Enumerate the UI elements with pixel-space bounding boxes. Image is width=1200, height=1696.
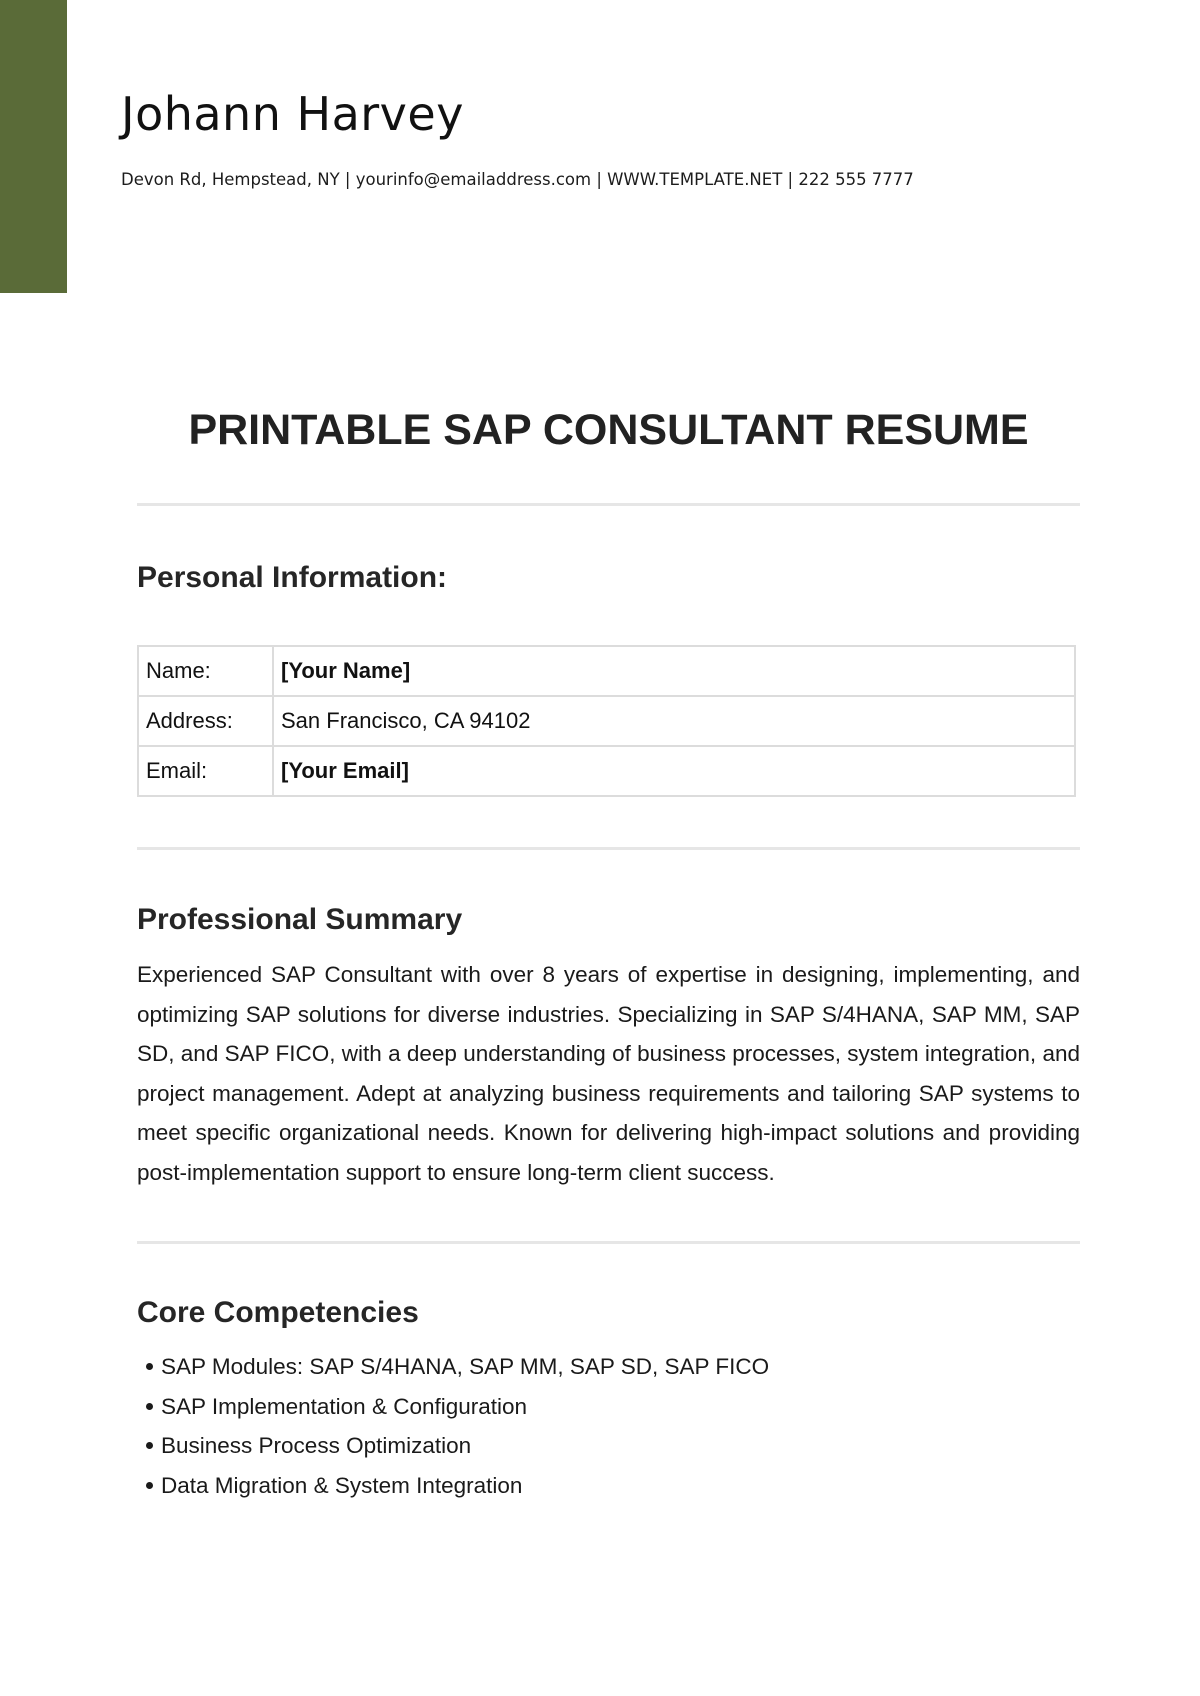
professional-summary-section bbox=[137, 900, 1080, 1192]
name-label: Name: bbox=[138, 646, 273, 696]
email-label: Email: bbox=[138, 746, 273, 796]
section-divider bbox=[137, 1241, 1080, 1244]
bullet-icon bbox=[146, 1442, 153, 1449]
bullet-icon bbox=[146, 1403, 153, 1410]
list-item: SAP Implementation & Configuration bbox=[137, 1387, 1080, 1427]
list-item: Data Migration & System Integration bbox=[137, 1466, 1080, 1506]
address-value: San Francisco, CA 94102 bbox=[273, 696, 1075, 746]
personal-information-table bbox=[137, 645, 1076, 797]
list-item: Business Process Optimization bbox=[137, 1426, 1080, 1466]
core-competencies-section bbox=[137, 1293, 1080, 1505]
resume-header bbox=[121, 82, 1121, 189]
header-accent-bar bbox=[0, 0, 67, 293]
address-label: Address: bbox=[138, 696, 273, 746]
bullet-icon bbox=[146, 1482, 153, 1489]
section-divider bbox=[137, 503, 1080, 506]
applicant-name: Johann Harvey bbox=[121, 87, 464, 141]
bullet-icon bbox=[146, 1363, 153, 1370]
table-row bbox=[138, 746, 1075, 796]
document-title: PRINTABLE SAP CONSULTANT RESUME bbox=[188, 406, 1029, 454]
resume-body bbox=[137, 400, 1080, 1505]
professional-summary-heading: Professional Summary bbox=[137, 903, 463, 936]
personal-information-section bbox=[137, 558, 1080, 797]
personal-information-heading: Personal Information: bbox=[137, 561, 448, 594]
table-row bbox=[138, 696, 1075, 746]
core-competencies-heading: Core Competencies bbox=[137, 1296, 419, 1329]
professional-summary-text: Experienced SAP Consultant with over 8 years of expertise in designing, implementing, and optimizing SAP solutions for diverse industries. Specializing in SAP S/4HANA, SAP MM, SAP SD, and SAP FICO, with a deep understanding of business processes, system integration, and project management. Adept at analyzing business requirements and tailoring SAP systems to meet specific organizational needs. Known for delivering high-impact solutions and providing post-implementation support to ensure long-term client success. bbox=[137, 962, 1080, 1185]
name-value: [Your Name] bbox=[273, 646, 1075, 696]
table-row bbox=[138, 646, 1075, 696]
contact-line: Devon Rd, Hempstead, NY | yourinfo@emailaddress.com | WWW.TEMPLATE.NET | 222 555 7777 bbox=[121, 170, 914, 189]
list-item: SAP Modules: SAP S/4HANA, SAP MM, SAP SD, SAP FICO bbox=[137, 1347, 1080, 1387]
email-value: [Your Email] bbox=[273, 746, 1075, 796]
core-competencies-list bbox=[137, 1347, 1080, 1505]
section-divider bbox=[137, 847, 1080, 850]
